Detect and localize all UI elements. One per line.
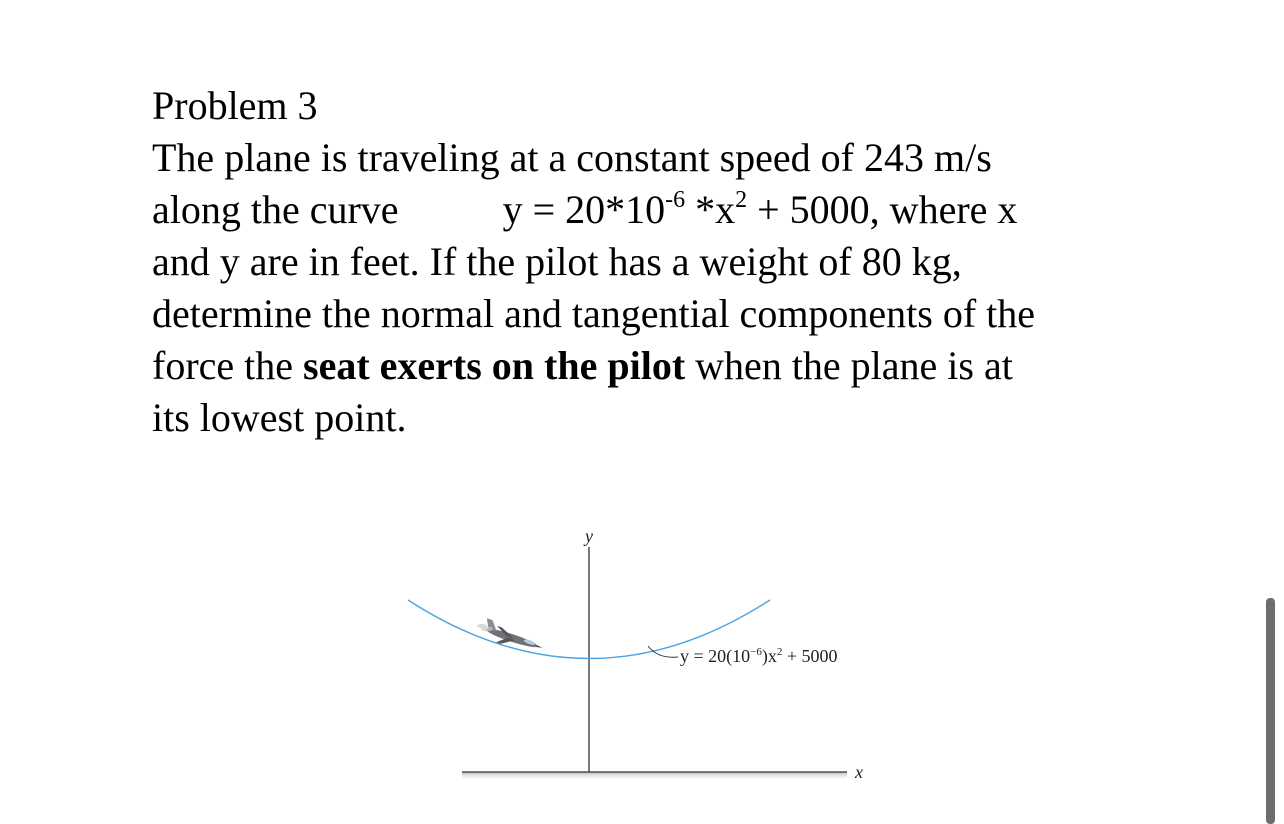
emphasized-text: seat exerts on the pilot bbox=[303, 343, 686, 388]
curve-label-exponent: −6 bbox=[750, 646, 762, 658]
curve-equation-label bbox=[680, 646, 838, 667]
problem-line-2 bbox=[152, 184, 1162, 236]
equation-part: *x bbox=[685, 187, 736, 232]
x-axis-label: x bbox=[855, 762, 863, 782]
problem-line-2-text: along the curve bbox=[152, 187, 399, 232]
problem-heading: Problem 3 bbox=[152, 83, 318, 128]
problem-line-6: its lowest point. bbox=[152, 395, 407, 440]
curve-label-part: )x bbox=[761, 646, 777, 666]
problem-line-1: The plane is traveling at a constant speed of 243 m/s bbox=[152, 135, 992, 180]
curve-label-part: + 5000 bbox=[782, 646, 838, 666]
equation-exponent: 2 bbox=[735, 187, 748, 213]
curve-label-part: y = 20(10 bbox=[680, 646, 751, 666]
problem-line-3: and y are in feet. If the pilot has a weight of 80 kg, bbox=[152, 239, 962, 284]
y-axis-label: y bbox=[585, 526, 593, 546]
problem-line-5-text: force the bbox=[152, 343, 304, 388]
problem-line-5 bbox=[152, 340, 1162, 392]
figure-drawing bbox=[400, 525, 920, 795]
equation-part: + 5000, where x bbox=[747, 187, 1018, 232]
ground-shadow bbox=[462, 772, 847, 781]
vertical-scrollbar[interactable] bbox=[1266, 598, 1275, 824]
curve-label-exponent: 2 bbox=[776, 646, 783, 658]
equation-exponent: -6 bbox=[665, 187, 686, 213]
trajectory-figure bbox=[400, 525, 920, 795]
plane-icon bbox=[481, 618, 546, 656]
problem-statement bbox=[152, 80, 1162, 444]
problem-line-5-text: when the plane is at bbox=[685, 343, 1013, 388]
equation-part: y = 20*10 bbox=[502, 187, 666, 232]
problem-line-4: determine the normal and tangential components of the bbox=[152, 291, 1036, 336]
